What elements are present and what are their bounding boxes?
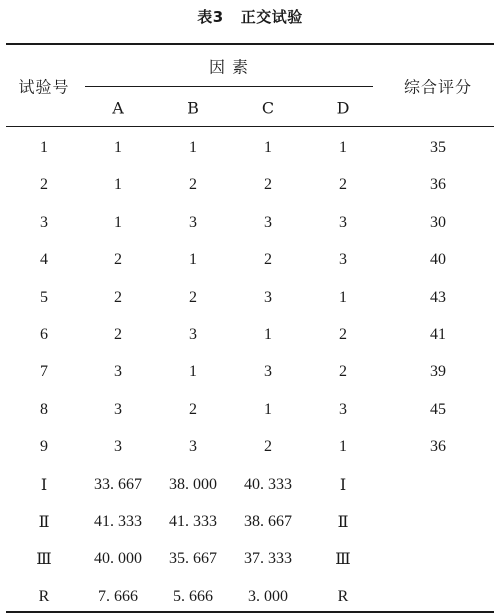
cell-factor-c: 38. 667 (244, 513, 292, 530)
cell-factor-c: 1 (264, 326, 272, 343)
cell-factor-a: 7. 666 (98, 587, 138, 605)
header-factors: 因 素 (208, 57, 250, 77)
cell-factor-c: 3 (264, 213, 272, 231)
cell-factor-b: 3 (189, 326, 197, 343)
cell-factor-a: 2 (114, 288, 122, 306)
cell-factor-a: 2 (114, 251, 122, 269)
cell-factor-b: 38. 000 (169, 475, 217, 493)
cell-factor-b: 41. 333 (169, 513, 217, 530)
header-score: 综合评分 (403, 77, 473, 97)
cell-factor-c: 1 (264, 400, 272, 418)
cell-trial-no: 5 (40, 288, 48, 306)
cell-trial-no: 8 (40, 400, 48, 418)
cell-factor-a: 3 (114, 438, 122, 456)
cell-factor-a: 33. 667 (94, 475, 142, 493)
cell-trial-no: 4 (40, 251, 48, 269)
cell-score: 45 (430, 400, 446, 418)
cell-factor-d: 1 (339, 139, 347, 156)
cell-factor-d: 3 (339, 400, 347, 418)
cell-trial-no: Ⅱ (38, 514, 50, 531)
cell-factor-d: 1 (339, 438, 347, 456)
cell-factor-d: 2 (339, 363, 347, 381)
cell-factor-d: 3 (339, 251, 347, 269)
header-trial-no: 试验号 (18, 77, 70, 97)
header-factor-c: C (261, 98, 275, 118)
cell-factor-a: 2 (114, 326, 122, 343)
header-rule (6, 126, 494, 127)
cell-trial-no: 1 (40, 139, 48, 156)
cell-factor-b: 2 (189, 288, 197, 306)
cell-factor-d: 1 (339, 288, 347, 306)
header-factor-d: D (336, 98, 350, 118)
cell-factor-b: 35. 667 (169, 550, 217, 568)
cell-factor-c: 2 (264, 438, 272, 456)
cell-trial-no: 7 (40, 363, 48, 381)
cell-factor-a: 1 (114, 176, 122, 194)
cell-factor-d: 2 (339, 176, 347, 194)
cell-factor-a: 41. 333 (94, 513, 142, 530)
cell-factor-a: 3 (114, 400, 122, 418)
cell-factor-c: 1 (264, 139, 272, 156)
cell-factor-d: 3 (339, 213, 347, 231)
cell-trial-no: 2 (40, 176, 48, 194)
cell-factor-d: Ⅱ (337, 514, 349, 531)
cell-factor-d: 2 (339, 326, 347, 343)
cell-score: 41 (430, 326, 446, 343)
table-caption: 表3 正交试验 (197, 8, 303, 26)
cell-score: 36 (430, 176, 446, 194)
bottom-rule (6, 611, 494, 613)
cell-factor-a: 3 (114, 363, 122, 381)
cell-factor-b: 1 (189, 251, 197, 269)
cell-factor-b: 1 (189, 139, 197, 156)
cell-factor-c: 2 (264, 251, 272, 269)
cell-trial-no: R (38, 587, 50, 605)
cell-score: 39 (430, 363, 446, 381)
cell-factor-c: 40. 333 (244, 475, 292, 493)
header-factor-b: B (187, 98, 199, 118)
cell-trial-no: 9 (40, 438, 48, 456)
cell-factor-a: 1 (114, 213, 122, 231)
cell-factor-c: 3 (264, 288, 272, 306)
cell-factor-b: 2 (189, 400, 197, 418)
cell-score: 30 (430, 213, 446, 231)
top-rule (6, 43, 494, 45)
cell-factor-b: 3 (189, 213, 197, 231)
cell-score: 43 (430, 288, 446, 306)
cell-factor-c: 3. 000 (248, 587, 288, 605)
cell-trial-no: 3 (40, 213, 48, 231)
cell-score: 40 (430, 251, 446, 269)
cell-factor-d: Ⅲ (335, 551, 351, 569)
cell-factor-a: 40. 000 (94, 550, 142, 568)
cell-factor-b: 2 (189, 176, 197, 194)
header-factor-a: A (112, 98, 124, 118)
cell-factor-c: 3 (264, 363, 272, 381)
cell-factor-b: 5. 666 (173, 587, 213, 605)
factors-underline (85, 86, 373, 87)
cell-factor-d: Ⅰ (339, 476, 347, 494)
cell-trial-no: Ⅲ (36, 551, 52, 569)
cell-factor-b: 1 (189, 363, 197, 381)
cell-factor-a: 1 (114, 139, 122, 156)
cell-factor-c: 37. 333 (244, 550, 292, 568)
cell-factor-c: 2 (264, 176, 272, 194)
cell-factor-b: 3 (189, 438, 197, 456)
cell-trial-no: 6 (40, 326, 48, 343)
cell-score: 35 (430, 139, 446, 156)
cell-factor-d: R (337, 587, 349, 605)
cell-trial-no: Ⅰ (40, 476, 48, 494)
cell-score: 36 (430, 438, 446, 456)
